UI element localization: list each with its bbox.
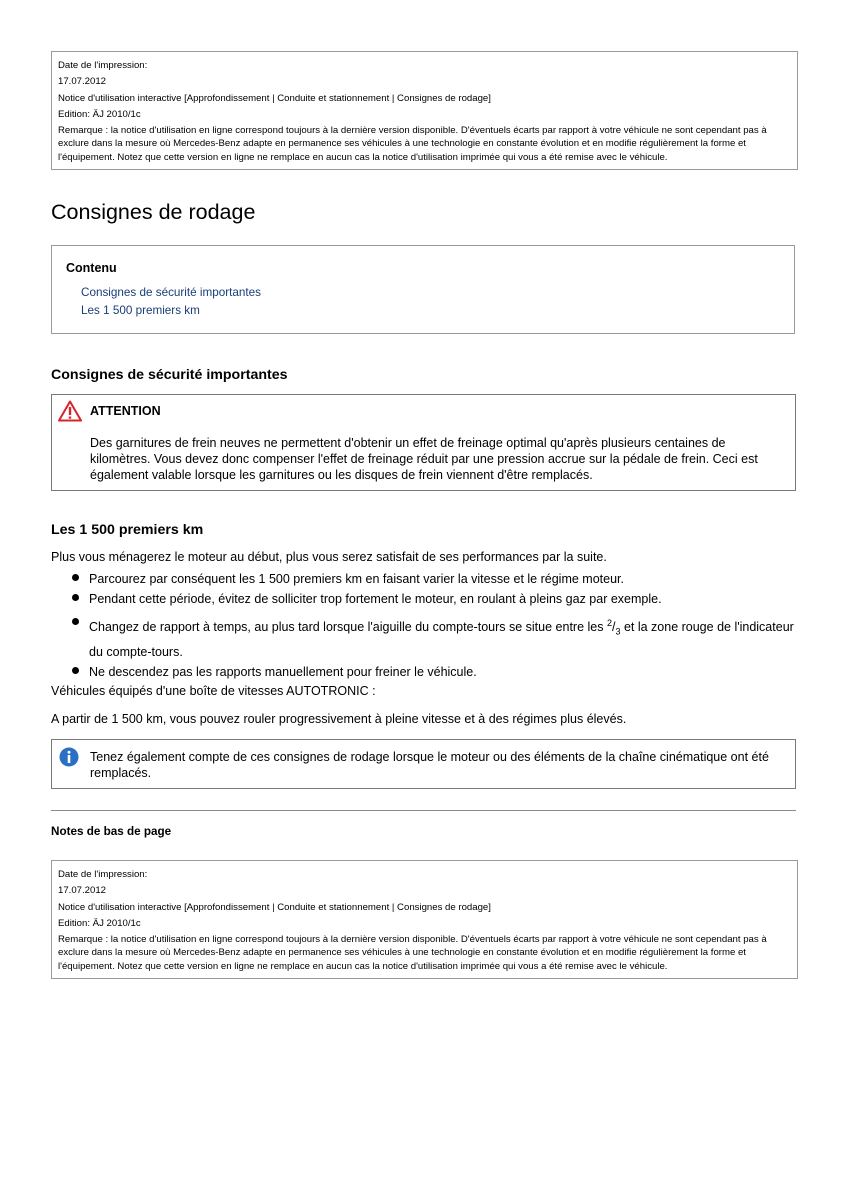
print-path: Notice d'utilisation interactive [Approfondissement | Conduite et stationnement | Consignes de rodage]	[58, 92, 491, 104]
print-remark: Remarque : la notice d'utilisation en ligne correspond toujours à la dernière version disponible. D'éventuels écarts par rapport à votre véhicule ne sont cependant pas à exclure dans la mesure où Mercedes-Benz adapte en permanence ses véhicules à une technologie en constante évolution et en modifie régulièrement la forme et l'équipement. Notez que cette version en ligne ne remplace en aucun cas la notice d'utilisation imprimée qui vous a été remise avec le véhicule.	[58, 125, 767, 163]
print-edition: Edition: ÄJ 2010/1c	[58, 917, 141, 929]
table-of-contents	[51, 245, 795, 334]
bullet-list	[51, 569, 796, 682]
print-info-box-top	[51, 51, 798, 170]
list-item	[51, 569, 796, 589]
section-heading-first-km: Les 1 500 premiers km	[51, 522, 204, 538]
print-path: Notice d'utilisation interactive [Approfondissement | Conduite et stationnement | Consignes de rodage]	[58, 901, 491, 913]
bullet-text: Pendant cette période, évitez de solliciter trop fortement le moteur, en roulant à pleins gaz par exemple.	[89, 592, 662, 606]
warning-box	[51, 394, 796, 491]
fraction-slash: /	[611, 620, 616, 635]
print-date: 17.07.2012	[58, 76, 107, 88]
autotronic-paragraph: Véhicules équipés d'une boîte de vitesses AUTOTRONIC :	[51, 684, 376, 698]
warning-title: ATTENTION	[90, 404, 161, 418]
footnotes-heading: Notes de bas de page	[51, 825, 172, 838]
intro-paragraph: Plus vous ménagerez le moteur au début, plus vous serez satisfait de ses performances par la suite.	[51, 550, 607, 564]
toc-link-safety[interactable]: Consignes de sécurité importantes	[81, 286, 261, 299]
info-icon	[59, 747, 79, 767]
print-remark: Remarque : la notice d'utilisation en ligne correspond toujours à la dernière version disponible. D'éventuels écarts par rapport à votre véhicule ne sont cependant pas à exclure dans la mesure où Mercedes-Benz adapte en permanence ses véhicules à une technologie en constante évolution et en modifie régulièrement la forme et l'équipement. Notez que cette version en ligne ne remplace en aucun cas la notice d'utilisation imprimée qui vous a été remise avec le véhicule.	[58, 934, 767, 972]
warning-triangle-icon	[58, 400, 82, 422]
print-info-box-bottom	[51, 860, 798, 979]
bullet-dot-icon	[72, 574, 79, 581]
print-date-label: Date de l'impression:	[58, 869, 148, 880]
bullet-text: et la zone rouge de l'indicateur du compte-tours.	[89, 620, 794, 659]
info-text: Tenez également compte de ces consignes de rodage lorsque le moteur ou des éléments de la chaîne cinématique ont été remplacés.	[90, 750, 769, 780]
bullet-dot-icon	[72, 618, 79, 625]
print-edition: Edition: ÄJ 2010/1c	[58, 108, 141, 120]
after-1500-paragraph: A partir de 1 500 km, vous pouvez rouler progressivement à pleine vitesse et à des régimes plus élevés.	[51, 712, 627, 726]
fraction-numerator: 2	[606, 618, 612, 628]
bullet-dot-icon	[72, 594, 79, 601]
section-heading-safety: Consignes de sécurité importantes	[51, 367, 288, 383]
page-title: Consignes de rodage	[51, 200, 256, 224]
fraction-denominator: 3	[615, 626, 621, 637]
warning-text: Des garnitures de frein neuves ne permettent d'obtenir un effet de freinage optimal qu'après plusieurs centaines de kilomètres. Vous devez donc compenser l'effet de freinage réduit par une pression accrue sur la pédale de frein. Ceci est également valable lorsque les garnitures ou les disques de frein viennent d'être remplacés.	[90, 436, 758, 482]
bullet-text: Ne descendez pas les rapports manuellement pour freiner le véhicule.	[89, 664, 477, 679]
fraction	[606, 618, 621, 637]
print-date: 17.07.2012	[58, 885, 107, 897]
footnote-divider	[51, 810, 796, 811]
list-item	[51, 609, 796, 662]
print-date-label: Date de l'impression:	[58, 60, 148, 71]
list-item	[51, 589, 796, 609]
toc-link-first-km[interactable]: Les 1 500 premiers km	[81, 304, 200, 317]
list-item	[51, 662, 796, 682]
bullet-dot-icon	[72, 667, 79, 674]
bullet-text: Parcourez par conséquent les 1 500 premiers km en faisant varier la vitesse et le régime moteur.	[89, 572, 624, 586]
bullet-text: Changez de rapport à temps, au plus tard lorsque l'aiguille du compte-tours se situe entre les	[89, 620, 607, 635]
info-box	[51, 739, 796, 789]
toc-title: Contenu	[66, 261, 117, 275]
